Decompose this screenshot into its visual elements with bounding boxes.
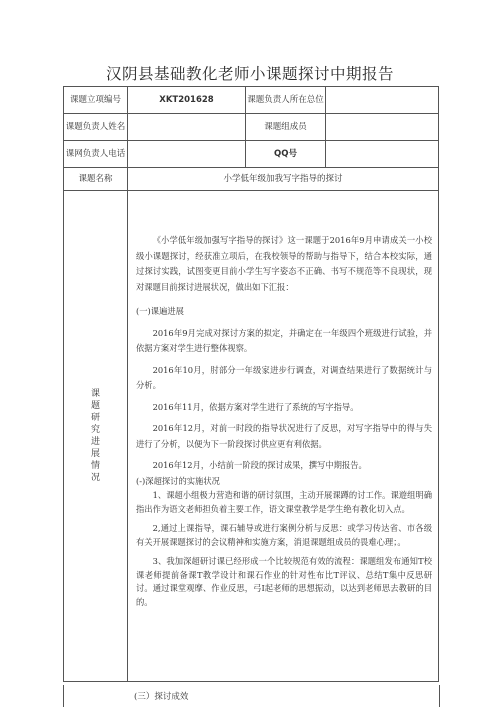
leader-unit-label: 课题负责人所在总位 bbox=[246, 87, 326, 114]
section-heading-progress: (一)课遍进展 bbox=[136, 306, 184, 316]
implementation-point-3: 3、我加深超研讨课已经形成一个比较规范有效的流程：课题组发布通知T校课老师提前备课T教学设计和课石作业的针对性布比T评议、总结T集中反思研讨。通过课堂观摩、作业反思，弓I起老师的思想振动，以达到老师思去教研的目的。 bbox=[136, 556, 432, 607]
project-number-value: XKT201628 bbox=[128, 87, 246, 114]
progress-item-1: 2016年9月完成对探讨方案的拟定，并确定在一年级四个班级进行试验，并依据方案对学生进行整体视察。 bbox=[136, 327, 432, 353]
report-form bbox=[63, 86, 439, 682]
progress-item-3: 2016年11月，依据方案对学生进行了系统的写字指导。 bbox=[152, 401, 359, 412]
team-members-label: 课题组成员 bbox=[246, 114, 326, 141]
progress-label: 课题研究进展情况 bbox=[90, 389, 100, 483]
team-members-value bbox=[326, 114, 439, 141]
project-number-label: 课题立项编号 bbox=[64, 87, 128, 114]
qq-value bbox=[326, 141, 439, 168]
leader-name-value bbox=[128, 114, 246, 141]
progress-item-4: 2016年12月，对前一时段的指导状况进行了反思，对写字指导中的得与失进行了分析，以便为下一阶段探讨供应更有利依据。 bbox=[136, 423, 432, 449]
form-row-leader-name bbox=[64, 114, 439, 141]
progress-item-2: 2016年10月，肘部分一年级家进步行调查，对调查结果进行了数据统计与分析。 bbox=[136, 364, 432, 390]
progress-content bbox=[128, 191, 438, 681]
progress-label-cell bbox=[64, 191, 128, 682]
progress-content-cell bbox=[128, 191, 439, 682]
progress-item-5: 2016年12月，小结前一阶段的探讨成果，撰写中期报告。 bbox=[152, 460, 367, 470]
form-row-progress bbox=[64, 191, 439, 682]
implementation-point-2: 2,通过上课指导，课石辅导或进行案例分析与反思：或学习传达省、市各级有关开展课题探讨的会议精神和实施方案，消退课题组成员的畏难心理；。 bbox=[136, 523, 432, 547]
form-row-topic-name bbox=[64, 168, 439, 191]
continuation-area bbox=[63, 685, 440, 707]
qq-label: QQ号 bbox=[246, 141, 326, 168]
leader-unit-value bbox=[326, 87, 439, 114]
topic-name-label: 课题名称 bbox=[64, 168, 128, 191]
leader-phone-value bbox=[128, 141, 246, 168]
form-row-project-number bbox=[64, 87, 439, 114]
implementation-point-1: 1、课超小组极力营造和谐的研讨氛围，主动开展课蹲的讨工作。课遊组明确指出作为语文老师担负着主要工作，语文课堂教学是学生绝有教化切入点。 bbox=[136, 490, 432, 514]
form-row-phone bbox=[64, 141, 439, 168]
section-heading-implementation: (-)深超探讨的实施状况 bbox=[136, 475, 220, 486]
document-title: 汉阴县基础教化老师小课题探讨中期报告 bbox=[105, 65, 394, 83]
leader-phone-label: 课网负责人电话 bbox=[64, 141, 128, 168]
intro-paragraph: 《小学低年级加强写字指导的探讨》这一课题于2016年9月申请成关一小校级小课题探讨，经获准立项后，在我校领导的帮助与指导下，结合本校实际，通过探讨实践，试图变更目前小学生写字姿态不正确、书写不规范等不良现状，现对课题目前探讨进展状况，做出如下汇报： bbox=[136, 235, 432, 292]
next-section-heading: (三）探讨成效 bbox=[134, 692, 189, 702]
topic-name-value: 小学低年级加我写字指导的探讨 bbox=[128, 168, 439, 191]
leader-name-label: 课题负责人姓名 bbox=[64, 114, 128, 141]
